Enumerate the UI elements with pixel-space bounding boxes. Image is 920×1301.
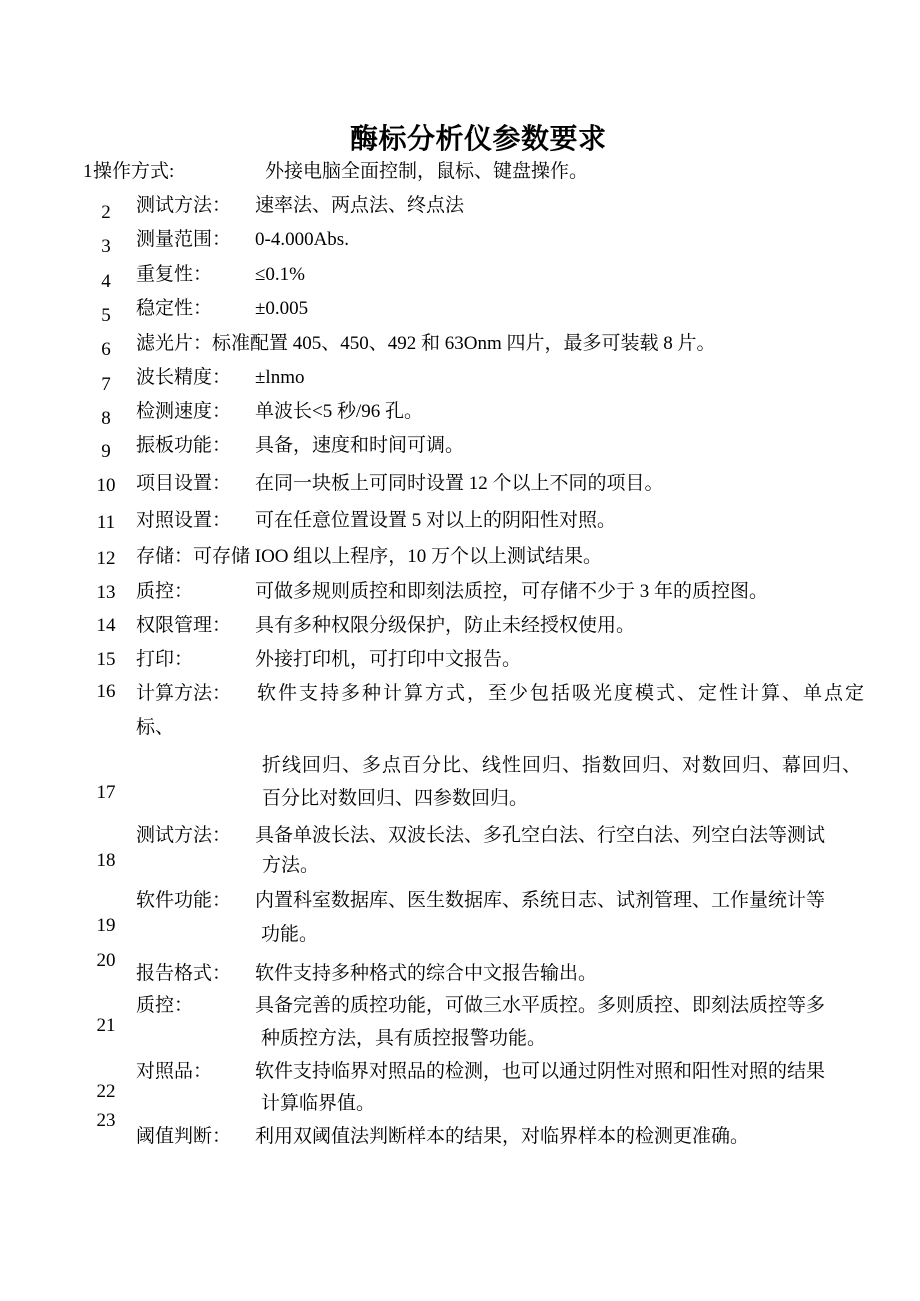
row-content-line: 0-4.000Abs. — [255, 229, 349, 250]
row-number: 11 — [96, 512, 116, 533]
row-label: 波长精度： — [136, 367, 232, 388]
row-number: 7 — [101, 374, 111, 395]
row-content-line: 标、 — [136, 717, 175, 738]
row-number: 3 — [101, 236, 111, 257]
row-label: 振板功能： — [136, 435, 232, 456]
row-content-line: 滤光片：标准配置 405、450、492 和 63Onm 四片，最多可装载 8 片。 — [136, 333, 716, 354]
row-content-line: 计算临界值。 — [261, 1093, 376, 1114]
row-label: 测量范围： — [136, 229, 232, 250]
row-content-line: 在同一块板上可同时设置 12 个以上不同的项目。 — [255, 473, 664, 494]
row-number: 21 — [96, 1015, 116, 1036]
row-content-line: ±lnmo — [255, 367, 305, 388]
row-label: 重复性： — [136, 264, 213, 285]
row-content-line: 可做多规则质控和即刻法质控，可存储不少于 3 年的质控图。 — [255, 581, 769, 602]
row-content-line: 内置科室数据库、医生数据库、系统日志、试剂管理、工作量统计等 — [255, 890, 826, 911]
row-content-line: 软件支持多种格式的综合中文报告输出。 — [255, 963, 598, 984]
row-content-line: 速率法、两点法、终点法 — [255, 195, 465, 216]
row-number: 10 — [96, 475, 116, 496]
row-label: 测试方法： — [136, 825, 232, 846]
row-content-line: 百分比对数回归、四参数回归。 — [262, 788, 529, 809]
row-number: 16 — [96, 681, 116, 702]
row-label: 稳定性： — [136, 298, 213, 319]
row-content-line: 具备单波长法、双波长法、多孔空白法、行空白法、列空白法等测试 — [255, 825, 826, 846]
row-number: 18 — [96, 850, 116, 871]
row-label: 质控： — [136, 581, 194, 602]
row-content-line: ≤0.1% — [255, 264, 306, 285]
row-number: 6 — [101, 339, 111, 360]
row-content-line: 种质控方法，具有质控报警功能。 — [261, 1028, 547, 1049]
row-number: 12 — [96, 548, 116, 569]
row-label: 阈值判断： — [136, 1126, 232, 1147]
row-content-line: 单波长<5 秒/96 孔。 — [255, 401, 423, 422]
row-label: 打印： — [136, 649, 194, 670]
row-content-line: 外接电脑全面控制，鼠标、键盘操作。 — [265, 161, 589, 182]
row-number: 13 — [96, 582, 116, 603]
row-number: 2 — [101, 202, 111, 223]
row-content-line: 功能。 — [261, 924, 319, 945]
row-number: 20 — [96, 950, 116, 971]
row-label: 测试方法： — [136, 195, 232, 216]
row-label: 检测速度： — [136, 401, 232, 422]
row-label: 权限管理： — [136, 615, 232, 636]
row-content-line: 具有多种权限分级保护，防止未经授权使用。 — [255, 615, 636, 636]
row-label: 质控： — [136, 995, 194, 1016]
row-content-line: 折线回归、多点百分比、线性回归、指数回归、对数回归、幕回归、 — [262, 755, 863, 776]
row-number: 14 — [96, 615, 116, 636]
row-label: 软件功能： — [136, 890, 232, 911]
row-number: 17 — [96, 782, 116, 803]
row-number: 19 — [96, 915, 116, 936]
row-label: 操作方式: — [93, 161, 175, 182]
page-title: 酶标分析仪参数要求 — [350, 124, 607, 155]
row-content-line: ±0.005 — [255, 298, 309, 319]
row-label: 报告格式： — [136, 963, 232, 984]
row-label: 计算方法： — [136, 683, 232, 704]
row-label: 项目设置： — [136, 473, 232, 494]
row-label: 对照品： — [136, 1061, 213, 1082]
row-number: 1 — [83, 161, 93, 182]
row-content-line: 软件支持多种计算方式，至少包括吸光度模式、定性计算、单点定 — [257, 683, 867, 704]
row-number: 4 — [101, 271, 111, 292]
row-label: 对照设置： — [136, 510, 232, 531]
row-number: 15 — [96, 649, 116, 670]
row-number: 8 — [101, 408, 111, 429]
row-number: 9 — [101, 441, 111, 462]
row-content-line: 可在任意位置设置 5 对以上的阴阳性对照。 — [255, 510, 617, 531]
row-content-line: 外接打印机，可打印中文报告。 — [255, 649, 522, 670]
row-number: 5 — [101, 305, 111, 326]
row-content-line: 具备，速度和时间可调。 — [255, 435, 465, 456]
row-number: 23 — [96, 1110, 116, 1131]
row-number: 22 — [96, 1081, 116, 1102]
row-content-line: 方法。 — [262, 855, 320, 876]
row-content-line: 软件支持临界对照品的检测，也可以通过阴性对照和阳性对照的结果 — [255, 1061, 826, 1082]
row-content-line: 具备完善的质控功能，可做三水平质控。多则质控、即刻法质控等多 — [255, 995, 826, 1016]
row-content-line: 利用双阈值法判断样本的结果，对临界样本的检测更准确。 — [255, 1126, 750, 1147]
row-content-line: 存储：可存储 IOO 组以上程序，10 万个以上测试结果。 — [136, 546, 603, 567]
